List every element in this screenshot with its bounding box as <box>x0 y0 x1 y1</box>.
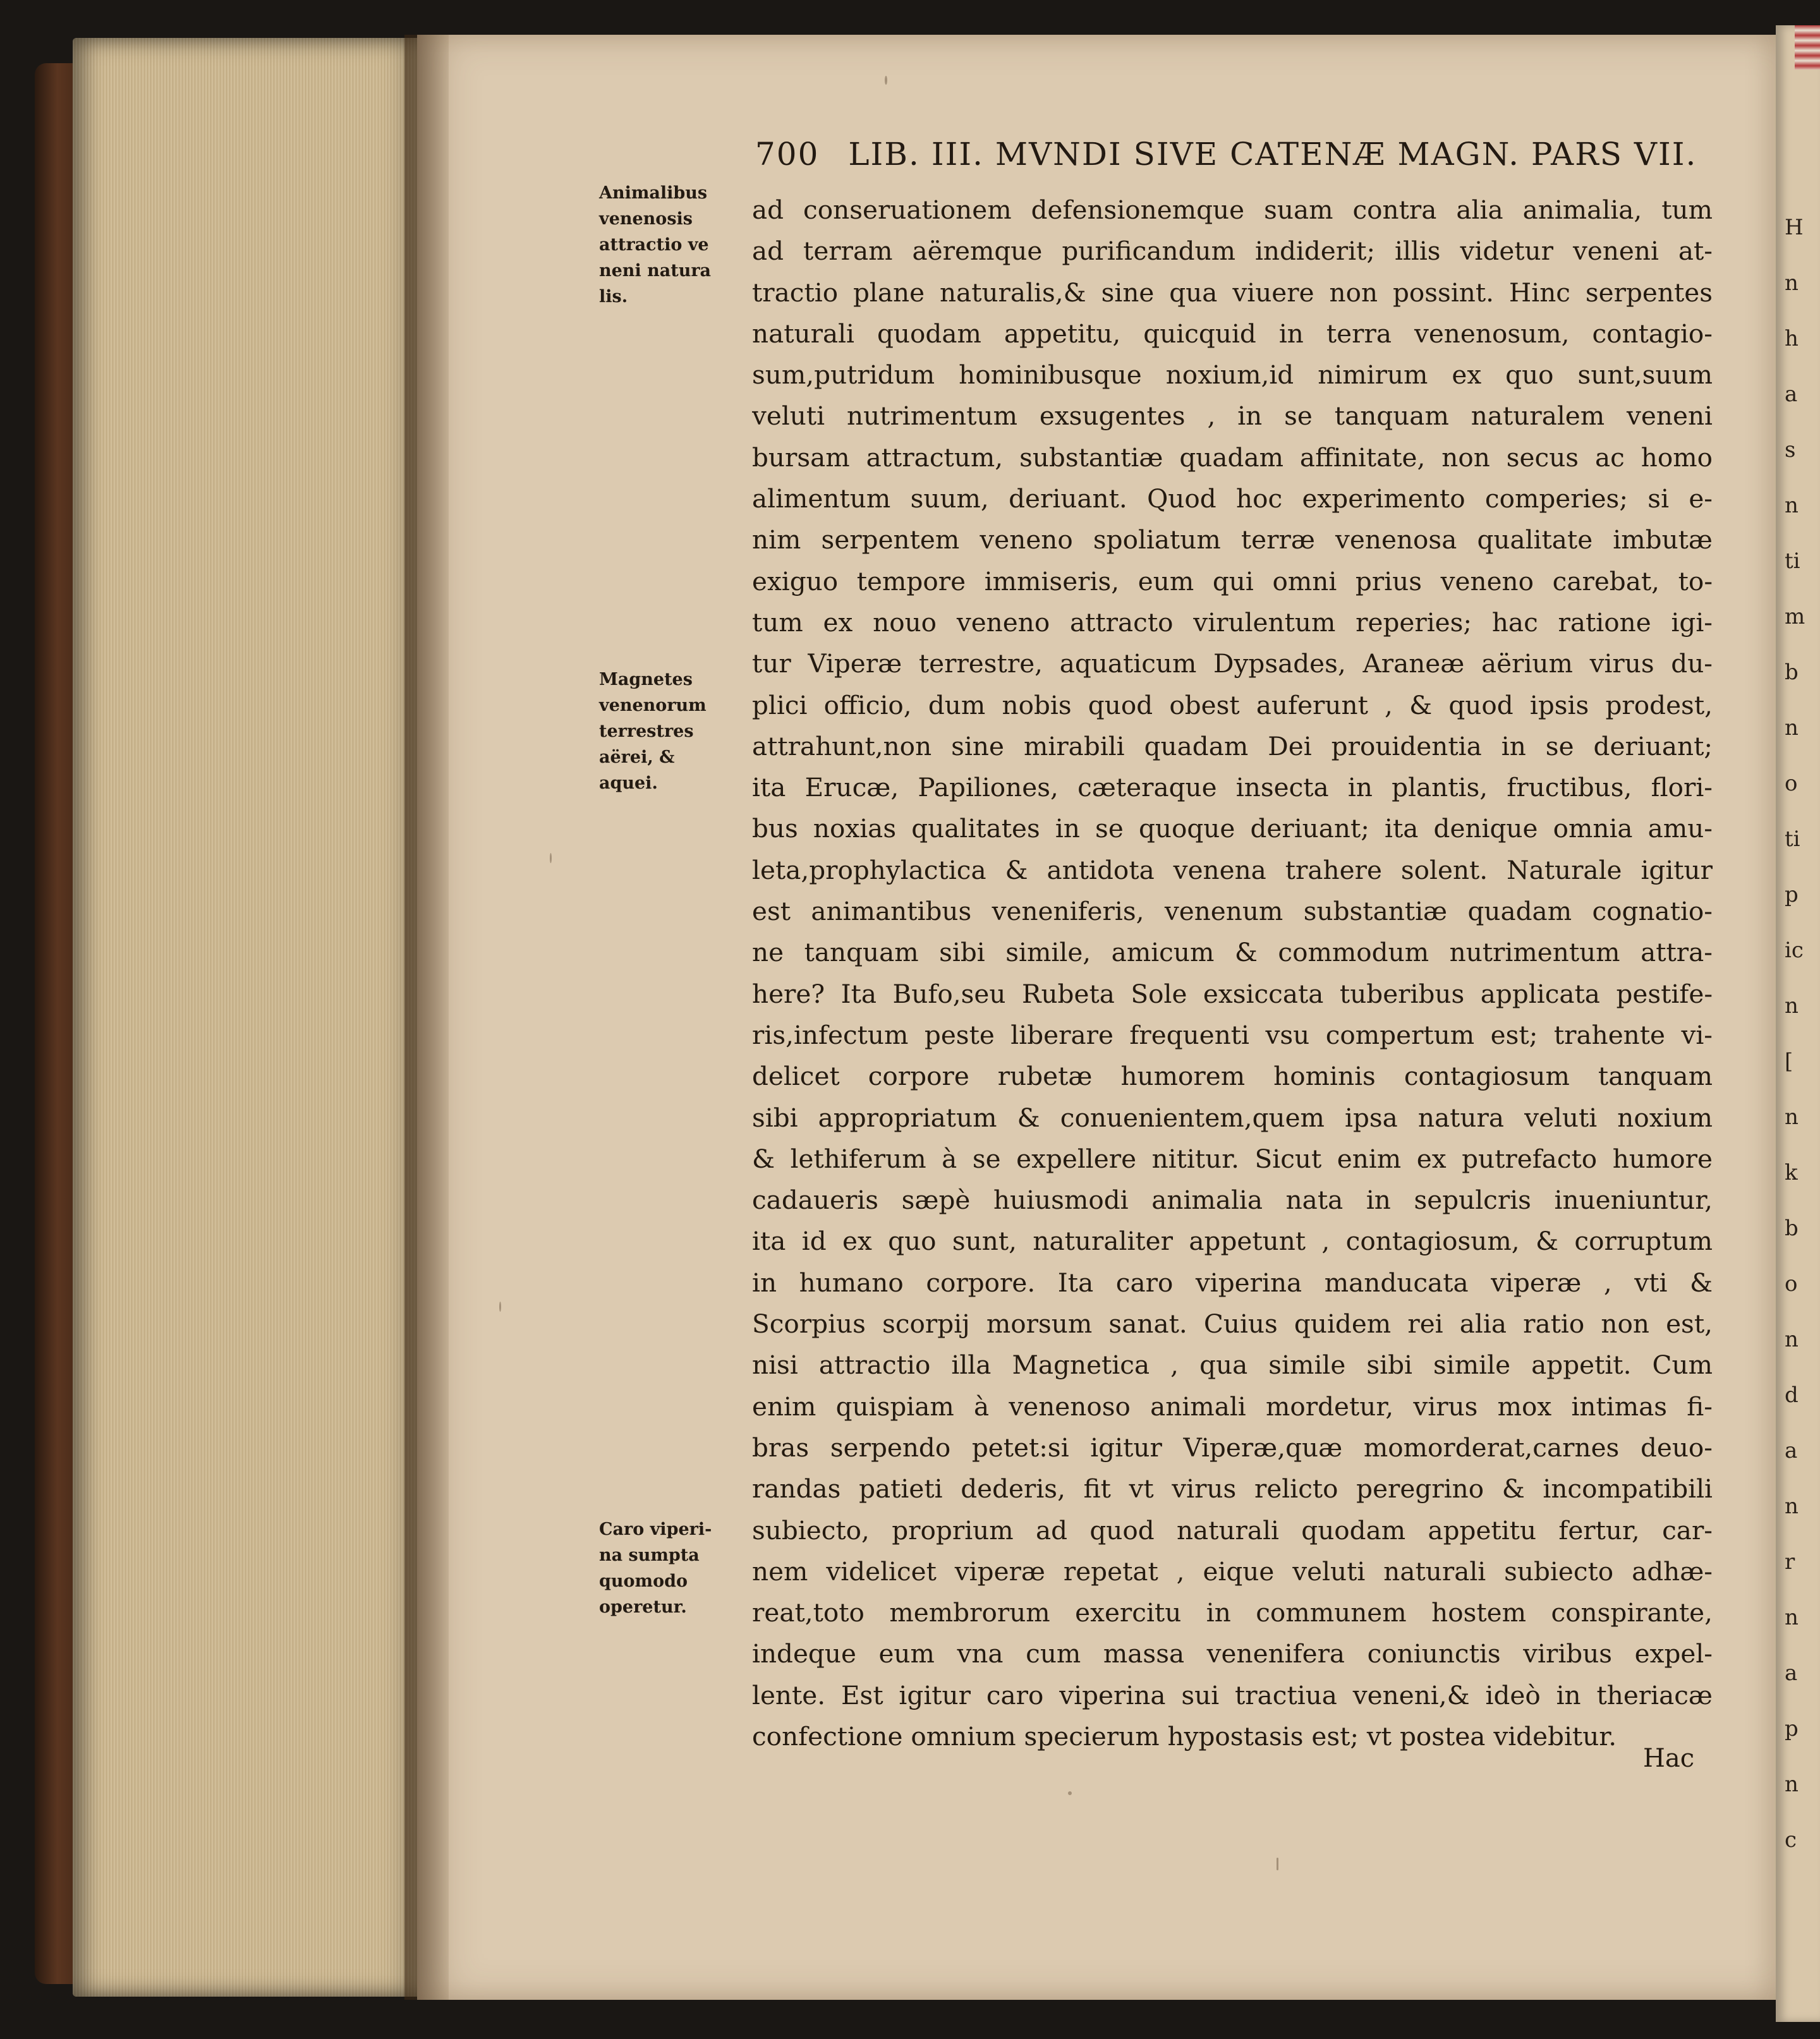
text-line: lente. Est igitur caro viperina sui tractiua veneni,& ideò in theriacæ <box>752 1679 1713 1710</box>
text-line: ris,infectum peste liberare frequenti vsu compertum est; trahente vi- <box>752 1019 1713 1050</box>
facing-page-fragment: n <box>1785 1605 1799 1630</box>
text-line: in humano corpore. Ita caro viperina manducata viperæ , vti & <box>752 1267 1713 1298</box>
text-line: sibi appropriatum & conuenientem,quem ipsa natura veluti noxium <box>752 1102 1713 1133</box>
text-line: bursam attractum, substantiæ quadam affinitate, non secus ac homo <box>752 442 1713 473</box>
text-line: exiguo tempore immiseris, eum qui omni prius veneno carebat, to- <box>752 566 1713 596</box>
text-line: ita Erucæ, Papiliones, cæteraque insecta in plantis, fructibus, flori- <box>752 772 1713 803</box>
text-line: alimentum suum, deriuant. Quod hoc experimento comperies; si e- <box>752 483 1713 514</box>
facing-page-fragment: ti <box>1785 548 1800 574</box>
facing-page-fragment: n <box>1785 1772 1799 1797</box>
facing-page-fragment: p <box>1785 1716 1799 1741</box>
text-line: ad terram aëremque purificandum indiderit; illis videtur veneni at- <box>752 236 1713 267</box>
text-line: ne tanquam sibi simile, amicum & commodum nutrimentum attra- <box>752 937 1713 968</box>
facing-page-fragment: h <box>1785 326 1799 351</box>
text-line: tractio plane naturalis,& sine qua viuere non possint. Hinc serpentes <box>752 277 1713 308</box>
marginal-line: na sumpta <box>599 1546 700 1565</box>
facing-page-fragment: ic <box>1785 938 1804 963</box>
marginal-line: Caro viperi- <box>599 1520 712 1539</box>
text-line: nisi attractio illa Magnetica , qua simile sibi simile appetit. Cum <box>752 1350 1713 1381</box>
facing-page-fragment: m <box>1785 604 1805 629</box>
facing-page-fragment: b <box>1785 660 1799 685</box>
text-line: Scorpius scorpij morsum sanat. Cuius quidem rei alia ratio non est, <box>752 1309 1713 1340</box>
marginal-line: attractio ve <box>599 235 709 255</box>
marginal-line: venenorum <box>599 696 707 715</box>
running-header <box>755 136 1697 172</box>
text-line: bus noxias qualitates in se quoque deriuant; ita denique omnia amu- <box>752 813 1713 844</box>
catchword: Hac <box>1643 1744 1695 1773</box>
marginal-note-1 <box>599 180 744 310</box>
text-line: reat,toto membrorum exercitu in communem hostem conspirante, <box>752 1597 1713 1628</box>
text-line: cadaueris sæpè huiusmodi animalia nata in sepulcris inueniuntur, <box>752 1185 1713 1216</box>
facing-page-fragment: k <box>1785 1160 1798 1185</box>
facing-page-fragment: n <box>1785 1494 1799 1519</box>
text-line: randas patieti dederis, fit vt virus relicto peregrino & incompatibili <box>752 1473 1713 1504</box>
running-head-title: LIB. III. MVNDI SIVE CATENÆ MAGN. PARS VII. <box>848 136 1697 172</box>
marginal-note-3 <box>599 1516 744 1620</box>
text-line: sum,putridum hominibusque noxium,id nimirum ex quo sunt,suum <box>752 360 1713 390</box>
facing-page-fragment: n <box>1785 270 1799 296</box>
facing-page-sliver <box>1776 25 1820 2022</box>
facing-page-fragment: n <box>1785 715 1799 741</box>
text-line: tur Viperæ terrestre, aquaticum Dypsades, Araneæ aërium virus du- <box>752 648 1713 679</box>
marginal-line: lis. <box>599 287 628 306</box>
marginal-note-2 <box>599 667 744 796</box>
facing-page-fragment: s <box>1785 437 1796 463</box>
facing-page-fragment: [ <box>1785 1049 1793 1074</box>
text-line: veluti nutrimentum exsugentes , in se tanquam naturalem veneni <box>752 401 1713 432</box>
text-line: nim serpentem veneno spoliatum terræ venenosa qualitate imbutæ <box>752 524 1713 555</box>
text-line: subiecto, proprium ad quod naturali quodam appetitu fertur, car- <box>752 1515 1713 1546</box>
text-line: est animantibus veneniferis, venenum substantiæ quadam cognatio- <box>752 896 1713 927</box>
page-number: 700 <box>755 136 820 172</box>
marginal-line: venenosis <box>599 209 693 229</box>
marginal-line: aërei, & <box>599 747 675 767</box>
facing-page-fragment: c <box>1785 1827 1797 1853</box>
facing-page-fragment: n <box>1785 493 1799 518</box>
facing-page-fragment: ti <box>1785 826 1800 852</box>
marginal-line: Animalibus <box>599 183 708 203</box>
text-line: ita id ex quo sunt, naturaliter appetunt , contagiosum, & corruptum <box>752 1226 1713 1257</box>
facing-page-fragment: r <box>1785 1549 1795 1575</box>
marginal-line: terrestres <box>599 722 694 741</box>
facing-page-fragment: a <box>1785 1438 1798 1463</box>
text-line: tum ex nouo veneno attracto virulentum reperies; hac ratione igi- <box>752 607 1713 638</box>
text-line: leta,prophylactica & antidota venena trahere solent. Naturale igitur <box>752 854 1713 885</box>
facing-page-fragment: p <box>1785 882 1799 907</box>
marginal-line: Magnetes <box>599 670 693 689</box>
text-line: delicet corpore rubetæ humorem hominis contagiosum tanquam <box>752 1061 1713 1092</box>
text-line: indeque eum vna cum massa venenifera coniunctis viribus expel- <box>752 1638 1713 1669</box>
marginal-line: aquei. <box>599 773 658 793</box>
text-line: naturali quodam appetitu, quicquid in terra venenosum, contagio- <box>752 318 1713 349</box>
bookmark-ribbon <box>1795 25 1820 70</box>
text-line: bras serpendo petet:si igitur Viperæ,quæ momorderat,carnes deuo- <box>752 1432 1713 1463</box>
facing-page-fragment: o <box>1785 771 1798 796</box>
text-line: enim quispiam à venenoso animali mordetur, virus mox intimas fi- <box>752 1391 1713 1422</box>
facing-page-fragment: n <box>1785 993 1799 1019</box>
facing-page-fragment: o <box>1785 1271 1798 1297</box>
marginal-line: neni natura <box>599 261 712 281</box>
text-line: nem videlicet viperæ repetat , eique veluti naturali subiecto adhæ- <box>752 1556 1713 1587</box>
facing-page-fragment: a <box>1785 382 1798 407</box>
facing-page-fragment: n <box>1785 1327 1799 1352</box>
text-line: attrahunt,non sine mirabili quadam Dei prouidentia in se deriuant; <box>752 730 1713 761</box>
text-line: & lethiferum à se expellere nititur. Sicut enim ex putrefacto humore <box>752 1143 1713 1174</box>
marginal-line: quomodo <box>599 1571 688 1591</box>
facing-page-fragment: H <box>1785 215 1804 240</box>
facing-page-fragment: a <box>1785 1661 1798 1686</box>
facing-page-fragment: n <box>1785 1104 1799 1130</box>
facing-page-fragment: b <box>1785 1216 1799 1241</box>
text-line: ad conseruationem defensionemque suam contra alia animalia, tum <box>752 195 1713 225</box>
facing-page-fragment: d <box>1785 1383 1799 1408</box>
text-line: here? Ita Bufo,seu Rubeta Sole exsiccata tuberibus applicata pestife- <box>752 978 1713 1009</box>
text-line: plici officio, dum nobis quod obest auferunt , & quod ipsis prodest, <box>752 689 1713 720</box>
text-line: confectione omnium specierum hypostasis est; vt postea videbitur. <box>752 1721 1617 1752</box>
book-gutter <box>404 35 449 2000</box>
marginal-line: operetur. <box>599 1597 687 1617</box>
body-text <box>752 190 1713 1757</box>
page-edges <box>73 38 427 1997</box>
